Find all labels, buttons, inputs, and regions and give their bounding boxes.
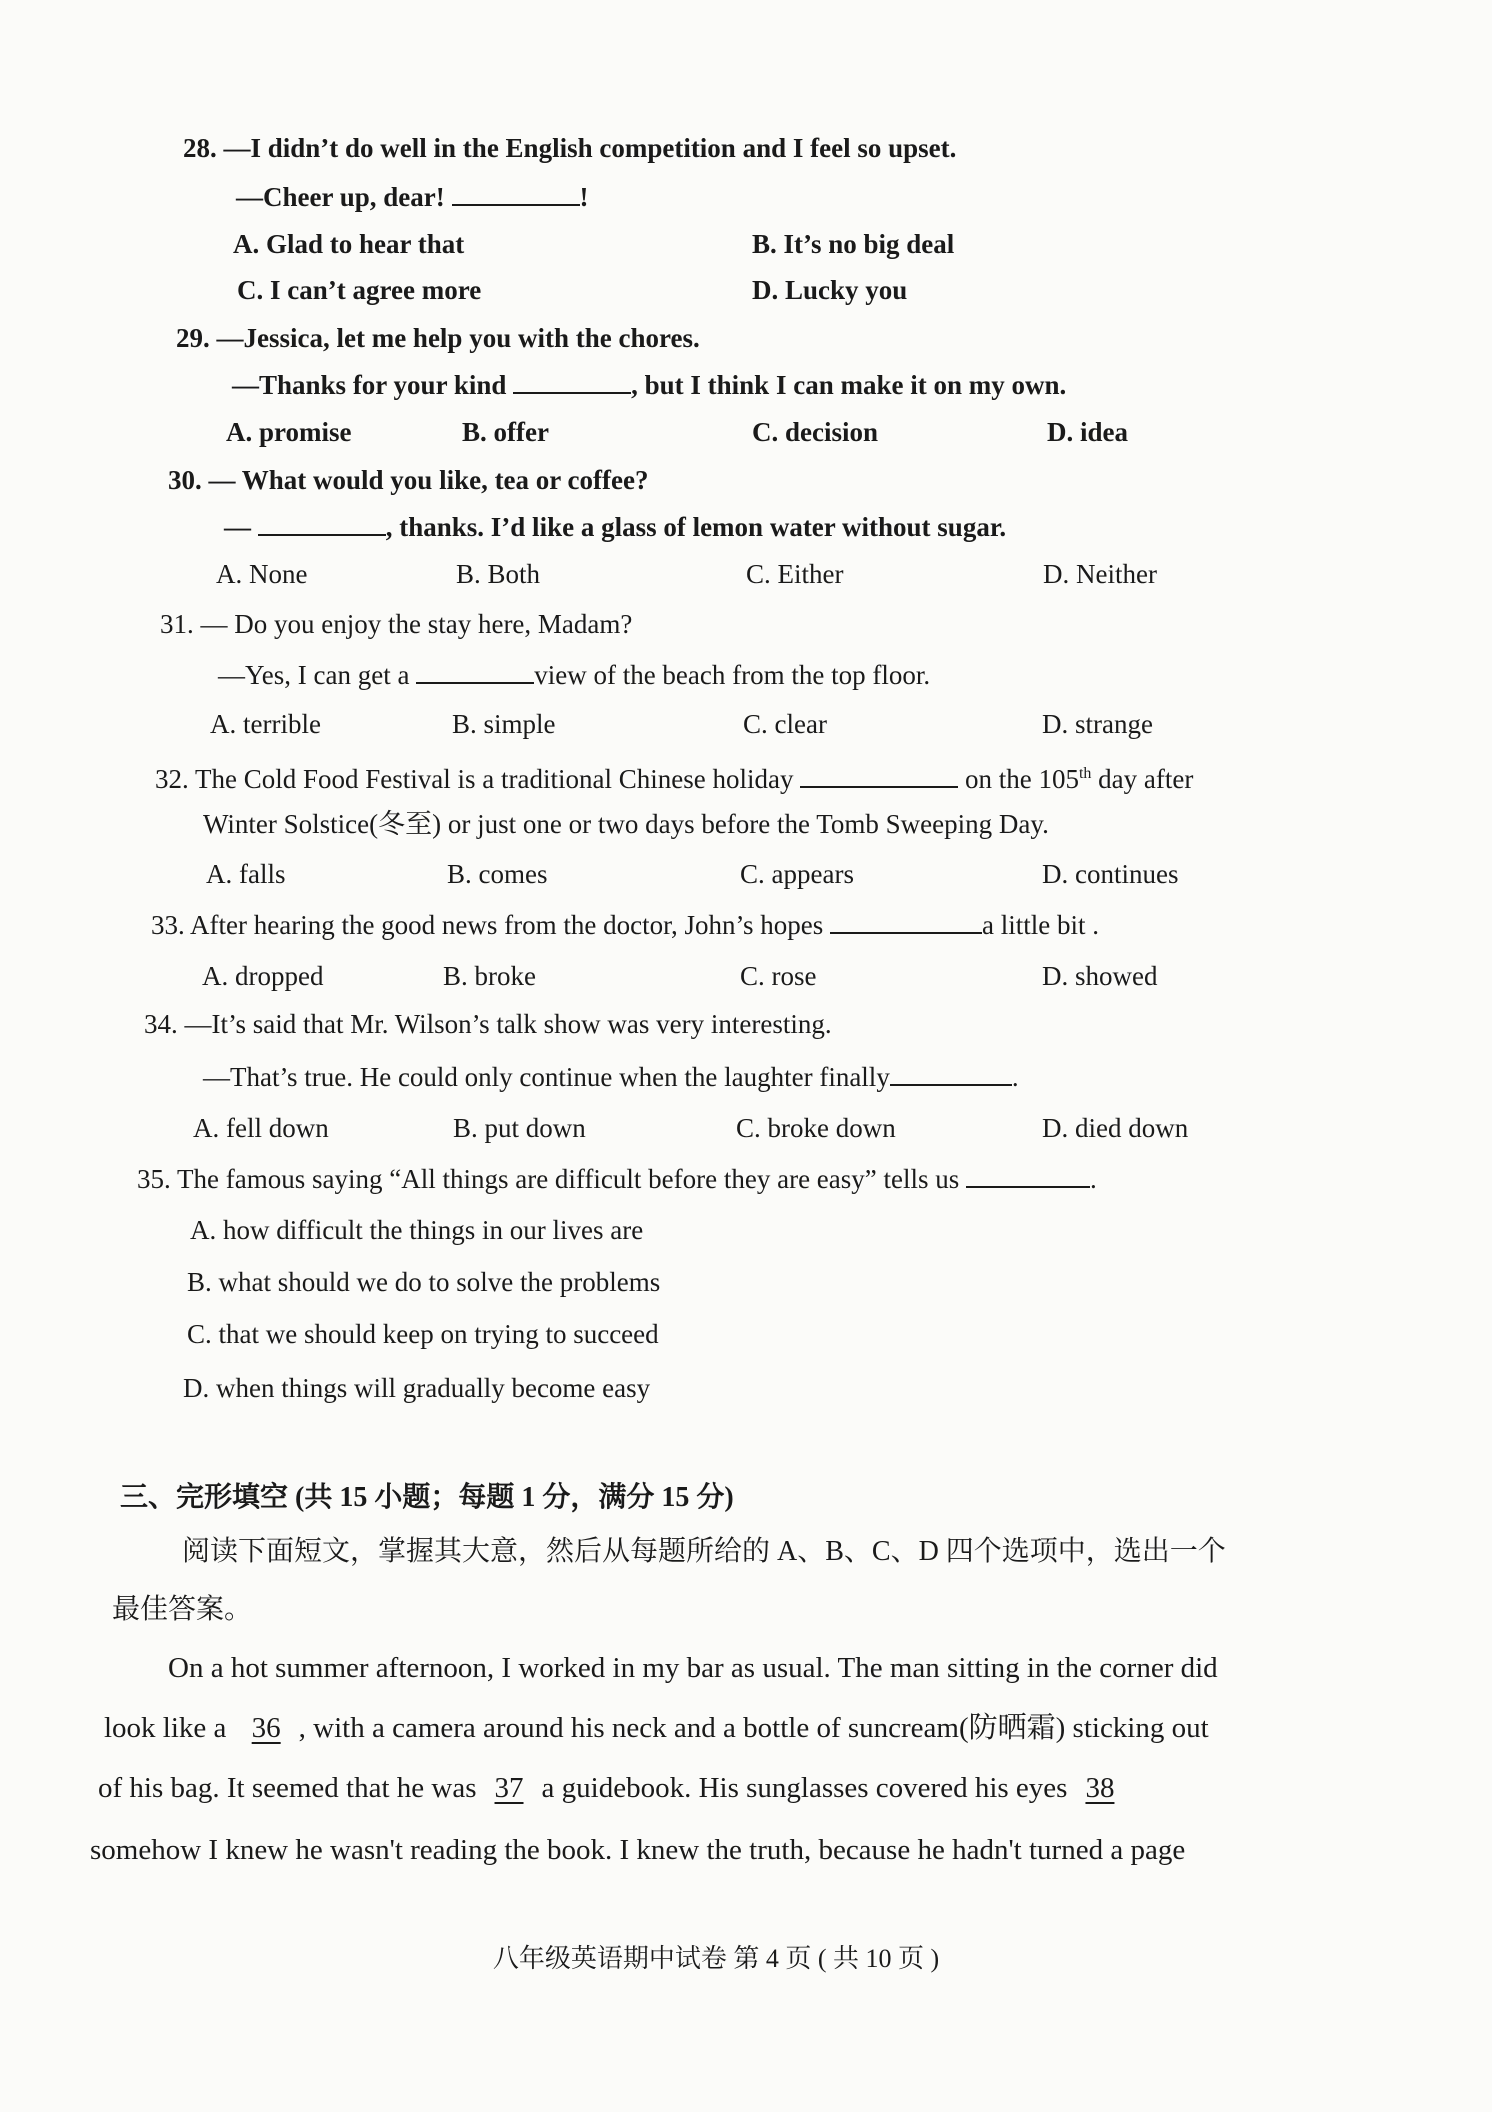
section-title: 三、完形填空 (共 15 小题；每题 1 分，满分 15 分) — [120, 1482, 734, 1513]
option-b: B. It’s no big deal — [752, 229, 955, 259]
answer-blank — [258, 508, 386, 536]
answer-blank — [890, 1058, 1012, 1086]
option-a: A. how difficult the things in our lives are — [190, 1215, 644, 1245]
question-32-line1: 32. The Cold Food Festival is a traditional Chinese holiday on the 105th day after — [155, 756, 1193, 797]
question-28-line2: —Cheer up, dear! ! — [236, 178, 589, 215]
option-b: B. simple — [452, 709, 556, 739]
option-b: B. put down — [453, 1113, 586, 1143]
option-d: D. Neither — [1043, 559, 1157, 589]
answer-blank — [416, 656, 534, 684]
question-number: 28. — [183, 133, 217, 163]
option-b: B. what should we do to solve the problems — [187, 1267, 661, 1297]
option-a: A. terrible — [210, 709, 321, 739]
question-32-line2: Winter Solstice(冬至) or just one or two days before the Tomb Sweeping Day. — [203, 809, 1049, 839]
answer-blank — [452, 178, 580, 206]
question-31-line1: 31. — Do you enjoy the stay here, Madam? — [160, 609, 633, 639]
option-d: D. when things will gradually become easy — [183, 1373, 651, 1403]
question-35-line1: 35. The famous saying “All things are difficult before they are easy” tells us . — [137, 1160, 1097, 1197]
option-d: D. idea — [1047, 417, 1128, 447]
option-a: A. None — [216, 559, 308, 589]
question-29-line1: 29. —Jessica, let me help you with the chores. — [176, 323, 700, 353]
option-a: A. Glad to hear that — [233, 229, 465, 259]
section-instruction: 阅读下面短文，掌握其大意，然后从每题所给的 A、B、C、D 四个选项中，选出一个 — [182, 1536, 1226, 1567]
option-b: B. broke — [443, 961, 536, 991]
passage-line-4: somehow I knew he wasn't reading the book. I knew the truth, because he hadn't turned a page — [90, 1834, 1186, 1866]
question-33-line1: 33. After hearing the good news from the doctor, John’s hopes a little bit . — [151, 906, 1099, 943]
question-30-line2: — , thanks. I’d like a glass of lemon water without sugar. — [224, 508, 1006, 545]
answer-blank — [800, 760, 958, 788]
page-footer: 八年级英语期中试卷 第 4 页 ( 共 10 页 ) — [492, 1944, 940, 1973]
cloze-blank-37: 37 — [494, 1772, 524, 1804]
option-c: C. Either — [746, 559, 844, 589]
cloze-blank-38: 38 — [1085, 1772, 1115, 1804]
answer-blank — [966, 1160, 1090, 1188]
option-d: D. strange — [1042, 709, 1153, 739]
option-a: A. promise — [226, 417, 352, 447]
option-a: A. fell down — [193, 1113, 329, 1143]
question-34-line1: 34. —It’s said that Mr. Wilson’s talk show was very interesting. — [144, 1009, 832, 1039]
passage-line-2: look like a 36 , with a camera around his neck and a bottle of suncream(防晒霜) sticking out — [104, 1712, 1209, 1744]
option-b: B. comes — [447, 859, 548, 889]
option-c: C. decision — [752, 417, 879, 447]
question-text: —I didn’t do well in the English competition and I feel so upset. — [223, 133, 957, 163]
question-31-line2: —Yes, I can get a view of the beach from the top floor. — [218, 656, 930, 693]
option-a: A. dropped — [202, 961, 324, 991]
option-d: D. continues — [1042, 859, 1179, 889]
passage-line-1: On a hot summer afternoon, I worked in my bar as usual. The man sitting in the corner did — [168, 1652, 1218, 1684]
option-c: C. appears — [740, 859, 854, 889]
section-instruction-cont: 最佳答案。 — [112, 1594, 253, 1625]
option-c: C. rose — [740, 961, 817, 991]
option-a: A. falls — [206, 859, 286, 889]
option-b: B. Both — [456, 559, 541, 589]
option-c: C. clear — [743, 709, 827, 739]
question-29-line2: —Thanks for your kind , but I think I can make it on my own. — [232, 366, 1066, 403]
answer-blank — [830, 906, 982, 934]
cloze-blank-36: 36 — [251, 1712, 281, 1744]
option-c: C. that we should keep on trying to succeed — [187, 1319, 659, 1349]
option-d: D. showed — [1042, 961, 1158, 991]
question-34-line2: —That’s true. He could only continue when the laughter finally . — [203, 1058, 1019, 1095]
option-d: D. Lucky you — [752, 275, 908, 305]
answer-blank — [513, 366, 631, 394]
option-c: C. broke down — [736, 1113, 896, 1143]
question-28-line1 — [183, 130, 956, 166]
question-30-line1: 30. — What would you like, tea or coffee? — [168, 465, 649, 495]
option-b: B. offer — [462, 417, 549, 447]
option-c: C. I can’t agree more — [237, 275, 482, 305]
option-d: D. died down — [1042, 1113, 1189, 1143]
passage-line-3: of his bag. It seemed that he was 37 a guidebook. His sunglasses covered his eyes 38 — [98, 1768, 1132, 1808]
